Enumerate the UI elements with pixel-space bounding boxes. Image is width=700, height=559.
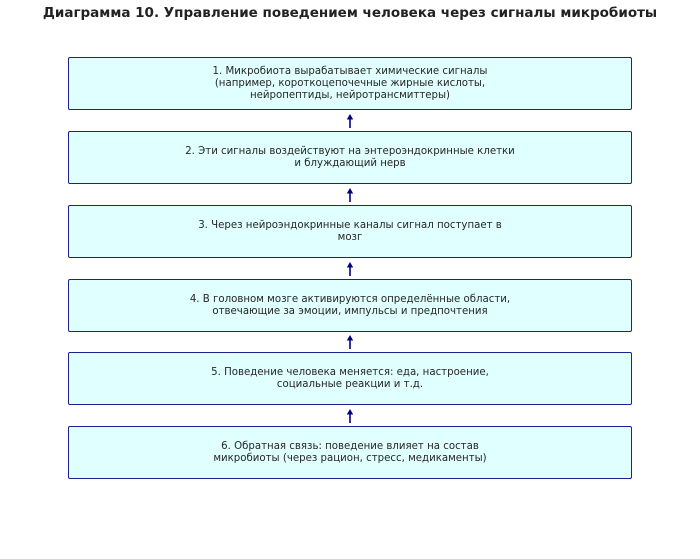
step-box-3 xyxy=(68,205,632,258)
step-box-6 xyxy=(68,426,632,479)
step-text-5: 5. Поведение человека меняется: еда, настроение, социальные реакции и т.д. xyxy=(211,366,489,390)
arrow-up-icon xyxy=(345,114,355,128)
step-text-3: 3. Через нейроэндокринные каналы сигнал поступает в мозг xyxy=(198,219,502,243)
step-box-5 xyxy=(68,352,632,405)
step-text-4: 4. В головном мозге активируются определённые области, отвечающие за эмоции, импульсы и предпочтения xyxy=(189,293,511,317)
step-text-2: 2. Эти сигналы воздействуют на энтероэндокринные клетки и блуждающий нерв xyxy=(185,145,515,169)
arrow-up-icon xyxy=(345,335,355,349)
arrow-up-icon xyxy=(345,188,355,202)
step-box-1 xyxy=(68,57,632,110)
step-box-2 xyxy=(68,131,632,184)
step-box-4 xyxy=(68,279,632,332)
step-text-1: 1. Микробиота вырабатывает химические сигналы (например, короткоцепочечные жирные кислоты, нейропептиды, нейротрансмиттеры) xyxy=(212,65,488,101)
arrow-up-icon xyxy=(345,262,355,276)
step-text-6: 6. Обратная связь: поведение влияет на состав микробиоты (через рацион, стресс, медикаменты) xyxy=(213,440,487,464)
arrow-up-icon xyxy=(345,409,355,423)
diagram-title: Диаграмма 10. Управление поведением человека через сигналы микробиоты xyxy=(42,5,658,21)
